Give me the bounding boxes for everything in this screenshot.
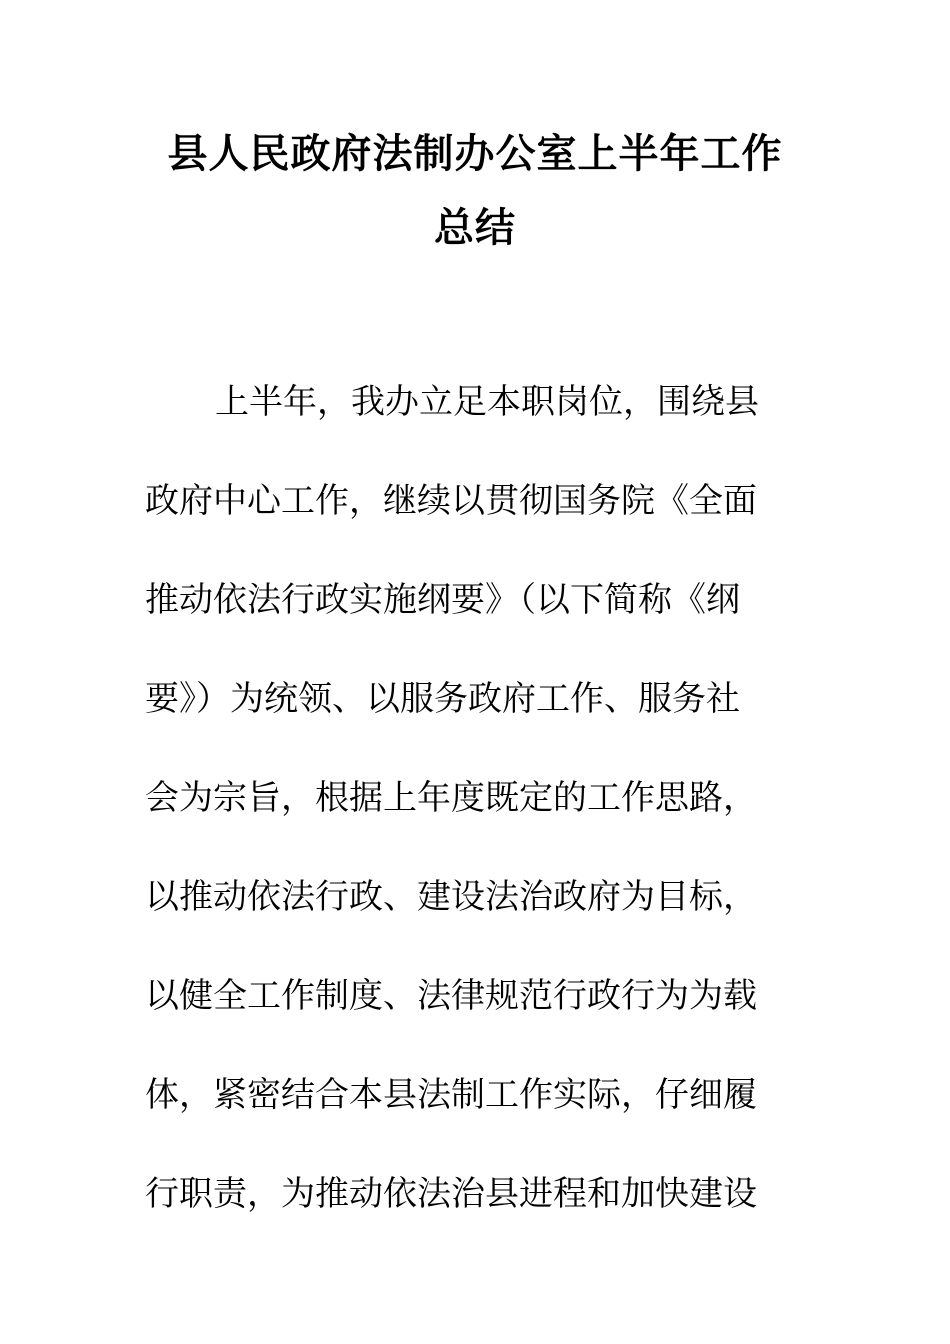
body-line-6: 以推动依法行政、建设法治政府为目标， — [145, 877, 757, 917]
body-line-5: 会为宗旨，根据上年度既定的工作思路， — [145, 778, 757, 818]
body-line-4: 要》）为统领、以服务政府工作、服务社 — [145, 679, 740, 719]
body-line-1: 上半年，我办立足本职岗位，围绕县 — [215, 382, 759, 422]
body-line-8: 体，紧密结合本县法制工作实际，仔细履 — [145, 1075, 757, 1115]
document-title-line-1: 县人民政府法制办公室上半年工作 — [167, 131, 783, 177]
body-line-9: 行职责，为推动依法治县进程和加快建设 — [145, 1174, 757, 1214]
document-title-line-2: 总结 — [434, 205, 516, 251]
body-line-7: 以健全工作制度、法律规范行政行为为载 — [145, 976, 757, 1016]
body-line-2: 政府中心工作，继续以贯彻国务院《全面 — [145, 481, 757, 521]
body-line-3: 推动依法行政实施纲要》（以下简称《纲 — [145, 580, 740, 620]
